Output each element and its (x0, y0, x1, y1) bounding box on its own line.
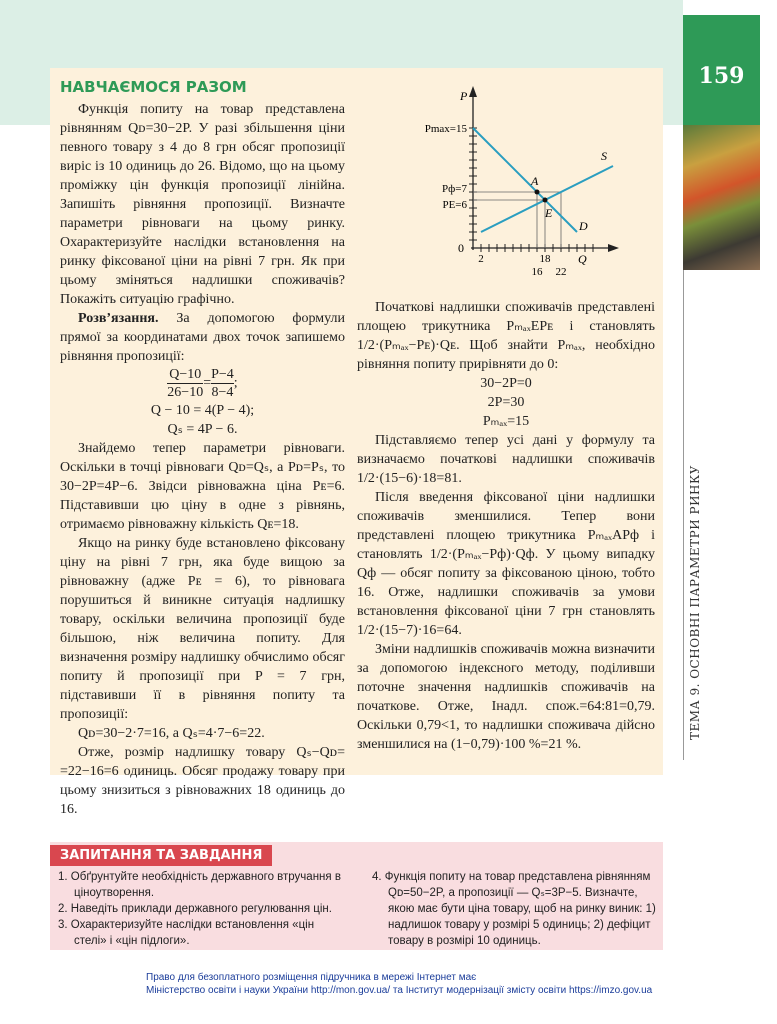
equation: Pₘₐₓ=15 (482, 414, 530, 429)
origin-label: 0 (458, 241, 464, 255)
questions-right (372, 869, 657, 949)
y-value-label: Pф=7 (442, 183, 467, 195)
paragraph: Початкові надлишки споживачів представлені площею трикутника PₘₐₓEPᴇ і становлять 1/2·(Pₘₐₓ−Pᴇ)·Qᴇ. Щоб знайти Pₘₐₓ, необхідно рівняння попиту прирівняти до 0: (357, 300, 655, 372)
paragraph: Якщо на ринку буде встановлено фіксовану ціну на рівні 7 грн, яка буде вищою за рівноважну (адже Pᴇ = 6), то рівновага порушиться й виникне ситуація надлишку товару, оскільки величина пропозиції буде більшою, ніж величина попиту. Для визначення розміру надлишку обчислимо обсяг попиту й пропозиції при P = 7 грн, підставивши її в рівняння попиту та пропозиції: (60, 536, 345, 722)
footer-line: Міністерство освіти і науки України http://mon.gov.ua/ та Інститут модернізації змісту освіти https://imzo.gov.ua (146, 985, 653, 996)
question-item: 1. Обґрунтуйте необхідність державного втручання в ціноутворення. (58, 871, 341, 899)
equation: 2P=30 (487, 395, 525, 410)
footer (146, 971, 652, 997)
problem-text: Функція попиту на товар представлена рівнянням Qᴅ=30−2P. У разі збільшення ціни певного товару з 4 до 8 грн обсяг пропозиції виріс із 10 одиниць до 26. Відомо, що на цьому проміжку цін функція пропозиції лінійна. Запишіть рівняння пропозиції. Визначте параметри рівноваги на цьому ринку. Охарактеризуйте наслідки встановлення на ринку фіксованої ціни на рівні 7 грн. Як при цьому зміняться надлишки споживачів? Покажіть ситуацію графічно. (60, 102, 345, 307)
right-column (357, 298, 655, 754)
curve-label-s: S (601, 149, 607, 163)
solution-intro (60, 309, 345, 366)
x-value-label: 18 (539, 253, 551, 265)
paragraph: Отже, розмір надлишку товару Qₛ−Qᴅ= =22−16=6 одиниць. Обсяг продажу товару при цьому знизиться з рівноважних 18 одиниць до 16. (60, 745, 345, 817)
y-value-label: Pmax=15 (424, 123, 467, 135)
y-value-label: PE=6 (442, 199, 467, 211)
denominator: 26−10 (167, 385, 204, 400)
section-heading: НАВЧАЄМОСЯ РАЗОМ (60, 78, 247, 96)
page-number: 159 (683, 15, 760, 125)
point-label-a: A (531, 174, 539, 188)
equation: Q − 10 = 4(P − 4); (150, 403, 255, 418)
footer-line: Право для безоплатного розміщення підручника в мережі Інтернет має (146, 972, 477, 983)
fraction-q (167, 366, 203, 401)
curve-d (473, 128, 577, 232)
solution-text: За допомогою формули прямої за координатами двох точок запишемо рівняння пропозиції: (60, 311, 345, 364)
questions-left (58, 869, 343, 949)
questions-title: ЗАПИТАННЯ ТА ЗАВДАННЯ (50, 845, 272, 866)
solution-label: Розв’язання. (78, 311, 159, 326)
fraction-p (211, 366, 234, 401)
paragraph: Підставляємо тепер усі дані у формулу та визначаємо початкові надлишки споживачів 1/2·(15−6)·18=81. (357, 433, 655, 486)
question-item: 3. Охарактеризуйте наслідки встановлення «цін стелі» і «цін підлоги». (58, 919, 315, 947)
numerator: P−4 (211, 367, 234, 382)
paragraph: Після введення фіксованої ціни надлишки споживачів зменшилися. Тепер вони представлені площею трикутника PₘₐₓAPф і становлять 1/2·(Pₘₐₓ−Pф)·Qф. У цьому випадку Qф — обсяг попиту за фіксованою ціною, тобто 16. Отже, надлишки споживачів за умови встановлення фіксованої ціни 7 грн становлять 1/2·(15−7)·16=64. (357, 490, 655, 638)
margin-divider (683, 270, 684, 760)
paragraph: Зміни надлишків споживачів можна визначити за допомогою індексного методу, поділивши поточне значення надлишків споживачів на початкове. Отже, Iнадл. спож.=64:81=0,79. Оскільки 0,79<1, то надлишки споживача дійсно зменшилися на (1−0,79)·100 %=21 %. (357, 642, 655, 752)
equation-fraction (60, 366, 345, 401)
denominator: 8−4 (211, 385, 234, 400)
x-value-label: 22 (555, 266, 567, 278)
paragraph: Qᴅ=30−2·7=16, а Qₛ=4·7−6=22. (78, 726, 265, 741)
equation: Qₛ = 4P − 6. (167, 422, 238, 437)
point-a (535, 190, 540, 195)
equals: = (203, 375, 212, 391)
y-axis-label: P (460, 89, 468, 103)
paragraph: Знайдемо тепер параметри рівноваги. Оскільки в точці рівноваги Qᴅ=Qₛ, а Pᴅ=Pₛ, то 30−2P=4P−6. Звідси рівноважна ціна Pᴇ=6. Підставивши цю ціну в одне з рівнянь, отримаємо рівноважну кількість Qᴇ=18. (60, 441, 345, 532)
x-axis-arrow (608, 244, 619, 252)
y-axis-arrow (469, 86, 477, 97)
x-axis-label: Q (578, 252, 587, 266)
numerator: Q−10 (169, 367, 202, 382)
semicolon: ; (233, 375, 238, 391)
question-item: 2. Наведіть приклади державного регулювання цін. (58, 903, 332, 915)
theme-label: ТЕМА 9. ОСНОВНІ ПАРАМЕТРИ РИНКУ (688, 465, 702, 740)
point-e (543, 198, 548, 203)
point-label-e: E (545, 206, 553, 220)
curve-label-d: D (579, 219, 588, 233)
question-item: 4. Функція попиту на товар представлена рівнянням Qᴅ=50−2P, а пропозиції — Qₛ=3P−5. Визначте, якою має бути ціна товару, щоб на ринку виник: 1) надлишок товару у розмірі 5 одиниць; 2) дефіцит товару в розмірі 10 одиниць. (372, 871, 656, 947)
x-value-label: 16 (531, 266, 543, 278)
equation: 30−2P=0 (480, 376, 532, 391)
left-column (60, 100, 345, 819)
x-value-label: 2 (478, 253, 484, 265)
